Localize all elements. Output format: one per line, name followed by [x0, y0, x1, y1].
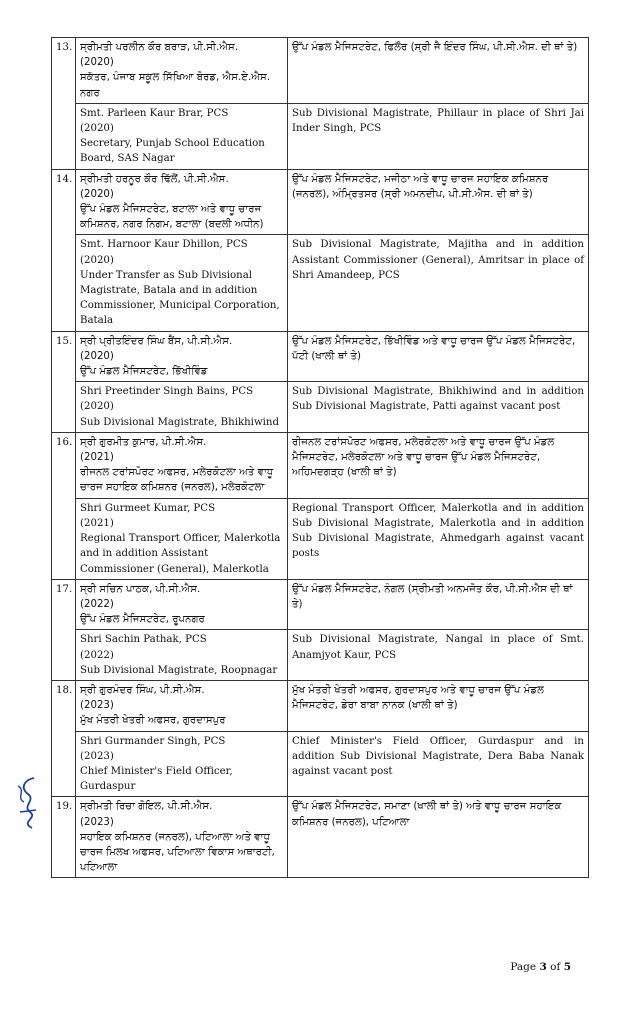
- posting-cell-punjabi: ਰੀਜਨਲ ਟਰਾਂਸਪੋਰਟ ਅਫਸਰ, ਮਲੇਰਕੋਟਲਾ ਅਤੇ ਵਾਧੂ ਚਾਰਜ ਉੱਪ ਮੰਡਲ ਮੈਜਿਸਟਰੇਟ, ਮਲੇਰਕੋਟਲਾ ਅਤੇ ਵਾਧੂ ਚਾਰਜ ਉੱਪ ਮੰਡਲ ਮੈਜਿਸਟਰੇਟ, ਅਹਿਮਦਗੜ੍ਹ (ਖਾਲੀ ਥਾਂ ਤੇ): [288, 432, 589, 498]
- page-word: Page: [510, 961, 537, 973]
- table-row: [52, 331, 589, 382]
- officer-line: (2021): [80, 452, 114, 464]
- posting-cell-punjabi: ਉੱਪ ਮੰਡਲ ਮੈਜਿਸਟਰੇਟ, ਭਿੱਖੀਵਿੰਡ ਅਤੇ ਵਾਧੂ ਚਾਰਜ ਉੱਪ ਮੰਡਲ ਮੈਜਿਸਟਰੇਟ, ਪੱਟੀ (ਖਾਲੀ ਥਾਂ ਤੇ): [288, 331, 589, 382]
- officer-cell-punjabi: [76, 579, 288, 630]
- serial-number: 16.: [52, 432, 76, 579]
- officer-line: (2020): [80, 401, 114, 413]
- officer-line: (2022): [80, 649, 114, 661]
- table-row: [52, 38, 589, 104]
- officer-line: Shri Sachin Pathak, PCS: [80, 634, 207, 646]
- officer-cell-english: [76, 382, 288, 433]
- officer-line: ਉੱਪ ਮੰਡਲ ਮੈਜਿਸਟਰੇਟ, ਭਿੱਖੀਵਿੰਡ: [80, 366, 208, 378]
- officer-line: (2023): [80, 750, 114, 762]
- officer-line: Sub Divisional Magistrate, Bhikhiwind: [80, 416, 279, 428]
- officer-cell-english: [76, 235, 288, 331]
- officer-line: Shri Gurmander Singh, PCS: [80, 735, 226, 747]
- officer-cell-punjabi: [76, 38, 288, 104]
- officer-line: ਸ੍ਰੀਮਤੀ ਰਿਚਾ ਗੋਇਲ, ਪੀ.ਸੀ.ਐਸ.: [80, 801, 213, 813]
- table-row: [52, 235, 589, 331]
- table-row: [52, 498, 589, 579]
- officer-line: (2020): [80, 254, 114, 266]
- officer-line: ਉੱਪ ਮੰਡਲ ਮੈਜਿਸਟਰੇਟ, ਬਟਾਲਾ ਅਤੇ ਵਾਧੂ ਚਾਰਜ ਕਮਿਸ਼ਨਰ, ਨਗਰ ਨਿਗਮ, ਬਟਾਲਾ (ਬਦਲੀ ਅਧੀਨ): [80, 204, 264, 231]
- posting-cell-english: Sub Divisional Magistrate, Majitha and in addition Assistant Commissioner (General), Amritsar in place of Shri Amandeep, PCS: [288, 235, 589, 331]
- officer-line: Sub Divisional Magistrate, Roopnagar: [80, 664, 278, 676]
- posting-cell-punjabi: ਉੱਪ ਮੰਡਲ ਮੈਜਿਸਟਰੇਟ, ਮਜੀਠਾ ਅਤੇ ਵਾਧੂ ਚਾਰਜ ਸਹਾਇਕ ਕਮਿਸ਼ਨਰ (ਜਨਰਲ), ਅੰਮ੍ਰਿਤਸਰ (ਸ੍ਰੀ ਅਮਨਦੀਪ, ਪੀ.ਸੀ.ਐਸ. ਦੀ ਥਾਂ ਤੇ): [288, 169, 589, 235]
- officer-line: Chief Minister's Field Officer, Gurdaspur: [80, 765, 233, 793]
- officer-line: Smt. Harnoor Kaur Dhillon, PCS: [80, 239, 248, 251]
- serial-number: 14.: [52, 169, 76, 331]
- serial-number: 17.: [52, 579, 76, 680]
- officer-cell-english: [76, 731, 288, 797]
- posting-cell-english: Sub Divisional Magistrate, Nangal in place of Smt. Anamjyot Kaur, PCS: [288, 630, 589, 681]
- posting-cell-punjabi: ਉੱਪ ਮੰਡਲ ਮੈਜਿਸਟਰੇਟ, ਸਮਾਣਾ (ਖਾਲੀ ਥਾਂ ਤੇ) ਅਤੇ ਵਾਧੂ ਚਾਰਜ ਸਹਾਇਕ ਕਮਿਸ਼ਨਰ (ਜਨਰਲ), ਪਟਿਆਲਾ: [288, 797, 589, 878]
- officer-line: ਮੁੱਖ ਮੰਤਰੀ ਖੇਤਰੀ ਅਫਸਰ, ਗੁਰਦਾਸਪੁਰ: [80, 715, 226, 727]
- officer-line: Regional Transport Officer, Malerkotla and in addition Assistant Commissioner (General), Malerkotla: [80, 533, 281, 575]
- table-row: [52, 630, 589, 681]
- officer-line: (2022): [80, 598, 114, 610]
- officer-line: (2020): [80, 350, 114, 362]
- officer-line: (2020): [80, 123, 114, 135]
- officer-line: ਉੱਪ ਮੰਡਲ ਮੈਜਿਸਟਰੇਟ, ਰੂਪਨਗਰ: [80, 614, 205, 626]
- serial-number: 18.: [52, 680, 76, 796]
- table-row: [52, 432, 589, 498]
- posting-cell-english: Sub Divisional Magistrate, Bhikhiwind and in addition Sub Divisional Magistrate, Patti against vacant post: [288, 382, 589, 433]
- officer-line: (2023): [80, 700, 114, 712]
- serial-number: 15.: [52, 331, 76, 432]
- table-row: [52, 169, 589, 235]
- table-row: [52, 797, 589, 878]
- table-row: [52, 680, 589, 731]
- page-footer: [510, 961, 571, 973]
- serial-number: 13.: [52, 38, 76, 170]
- transfer-orders-table: [51, 37, 589, 878]
- officer-line: Shri Gurmeet Kumar, PCS: [80, 502, 216, 514]
- officer-line: ਸਹਾਇਕ ਕਮਿਸ਼ਨਰ (ਜਨਰਲ), ਪਟਿਆਲਾ ਅਤੇ ਵਾਧੂ ਚਾਰਜ ਮਿਲਖ ਅਫਸਰ, ਪਟਿਆਲਾ ਵਿਕਾਸ ਅਥਾਰਟੀ, ਪਟਿਆਲਾ: [80, 831, 275, 874]
- officer-line: ਸ੍ਰੀ ਗੁਰਮੰਦਰ ਸਿੰਘ, ਪੀ.ਸੀ.ਐਸ.: [80, 684, 205, 696]
- officer-cell-english: [76, 103, 288, 169]
- officer-cell-punjabi: [76, 331, 288, 382]
- table-row: [52, 579, 589, 630]
- posting-cell-english: Chief Minister's Field Officer, Gurdaspur and in addition Sub Divisional Magistrate, Dera Baba Nanak against vacant post: [288, 731, 589, 797]
- posting-cell-english: Regional Transport Officer, Malerkotla and in addition Sub Divisional Magistrate, Malerkotla and in addition Sub Divisional Magistrate, Ahmedgarh against vacant posts: [288, 498, 589, 579]
- officer-cell-punjabi: [76, 797, 288, 878]
- table-row: [52, 103, 589, 169]
- of-word: of: [550, 961, 561, 973]
- officer-cell-english: [76, 498, 288, 579]
- officer-line: (2021): [80, 517, 114, 529]
- officer-cell-punjabi: [76, 169, 288, 235]
- officer-cell-punjabi: [76, 680, 288, 731]
- officer-line: Secretary, Punjab School Education Board, SAS Nagar: [80, 138, 265, 165]
- table-row: [52, 731, 589, 797]
- officer-line: Smt. Parleen Kaur Brar, PCS: [80, 107, 229, 119]
- posting-cell-punjabi: ਉੱਪ ਮੰਡਲ ਮੈਜਿਸਟਰੇਟ, ਫਿਲੌਰ (ਸ੍ਰੀ ਜੈ ਇੰਦਰ ਸਿੰਘ, ਪੀ.ਸੀ.ਐਸ. ਦੀ ਥਾਂ ਤੇ): [288, 38, 589, 104]
- officer-line: ਸ੍ਰੀਮਤੀ ਹਰਨੂਰ ਕੌਰ ਢਿੱਲੋਂ, ਪੀ.ਸੀ.ਐਸ.: [80, 173, 229, 185]
- officer-line: ਸ੍ਰੀ ਗੁਰਮੀਤ ਕੁਮਾਰ, ਪੀ.ਸੀ.ਐਸ.: [80, 436, 207, 448]
- officer-line: (2020): [80, 188, 114, 200]
- officer-cell-english: [76, 630, 288, 681]
- officer-line: ਸਕੱਤਰ, ਪੰਜਾਬ ਸਕੂਲ ਸਿੱਖਿਆ ਬੋਰਡ, ਐਸ.ਏ.ਐਸ. ਨਗਰ: [80, 72, 271, 99]
- serial-number: 19.: [52, 797, 76, 878]
- officer-line: ਰੀਜਨਲ ਟਰਾਂਸਪੋਰਟ ਅਫਸਰ, ਮਲੇਰਕੋਟਲਾ ਅਤੇ ਵਾਧੂ ਚਾਰਜ ਸਹਾਇਕ ਕਮਿਸ਼ਨਰ (ਜਨਰਲ), ਮਲੇਰਕੋਟਲਾ: [80, 467, 274, 494]
- officer-line: ਸ੍ਰੀਮਤੀ ਪਰਲੀਨ ਕੌਰ ਬਰਾੜ, ਪੀ.ਸੀ.ਐਸ.: [80, 42, 239, 53]
- table-row: [52, 382, 589, 433]
- officer-cell-punjabi: [76, 432, 288, 498]
- officer-line: (2023): [80, 816, 114, 828]
- page-total: 5: [563, 961, 571, 973]
- officer-line: ਸ੍ਰੀ ਪ੍ਰੀਤਇੰਦਰ ਸਿੰਘ ਬੈਂਸ, ਪੀ.ਸੀ.ਐਸ.: [80, 335, 233, 347]
- page-current: 3: [539, 961, 547, 973]
- officer-line: Under Transfer as Sub Divisional Magistrate, Batala and in addition Commissioner, Municipal Corporation, Batala: [80, 269, 280, 327]
- posting-cell-punjabi: ਉੱਪ ਮੰਡਲ ਮੈਜਿਸਟਰੇਟ, ਨੰਗਲ (ਸ੍ਰੀਮਤੀ ਅਨਮਜੋਤ ਕੌਰ, ਪੀ.ਸੀ.ਐਸ ਦੀ ਥਾਂ ਤੇ): [288, 579, 589, 630]
- officer-line: Shri Preetinder Singh Bains, PCS: [80, 386, 254, 398]
- signature-mark: [10, 772, 44, 834]
- officer-line: (2020): [80, 57, 114, 69]
- posting-cell-punjabi: ਮੁੱਖ ਮੰਤਰੀ ਖੇਤਰੀ ਅਫਸਰ, ਗੁਰਦਾਸਪੁਰ ਅਤੇ ਵਾਧੂ ਚਾਰਜ ਉੱਪ ਮੰਡਲ ਮੈਜਿਸਟਰੇਟ, ਡੇਰਾ ਬਾਬਾ ਨਾਨਕ (ਖਾਲੀ ਥਾਂ ਤੇ): [288, 680, 589, 731]
- officer-line: ਸ੍ਰੀ ਸਚਿਨ ਪਾਠਕ, ਪੀ.ਸੀ.ਐਸ.: [80, 583, 201, 595]
- posting-cell-english: Sub Divisional Magistrate, Phillaur in place of Shri Jai Inder Singh, PCS: [288, 103, 589, 169]
